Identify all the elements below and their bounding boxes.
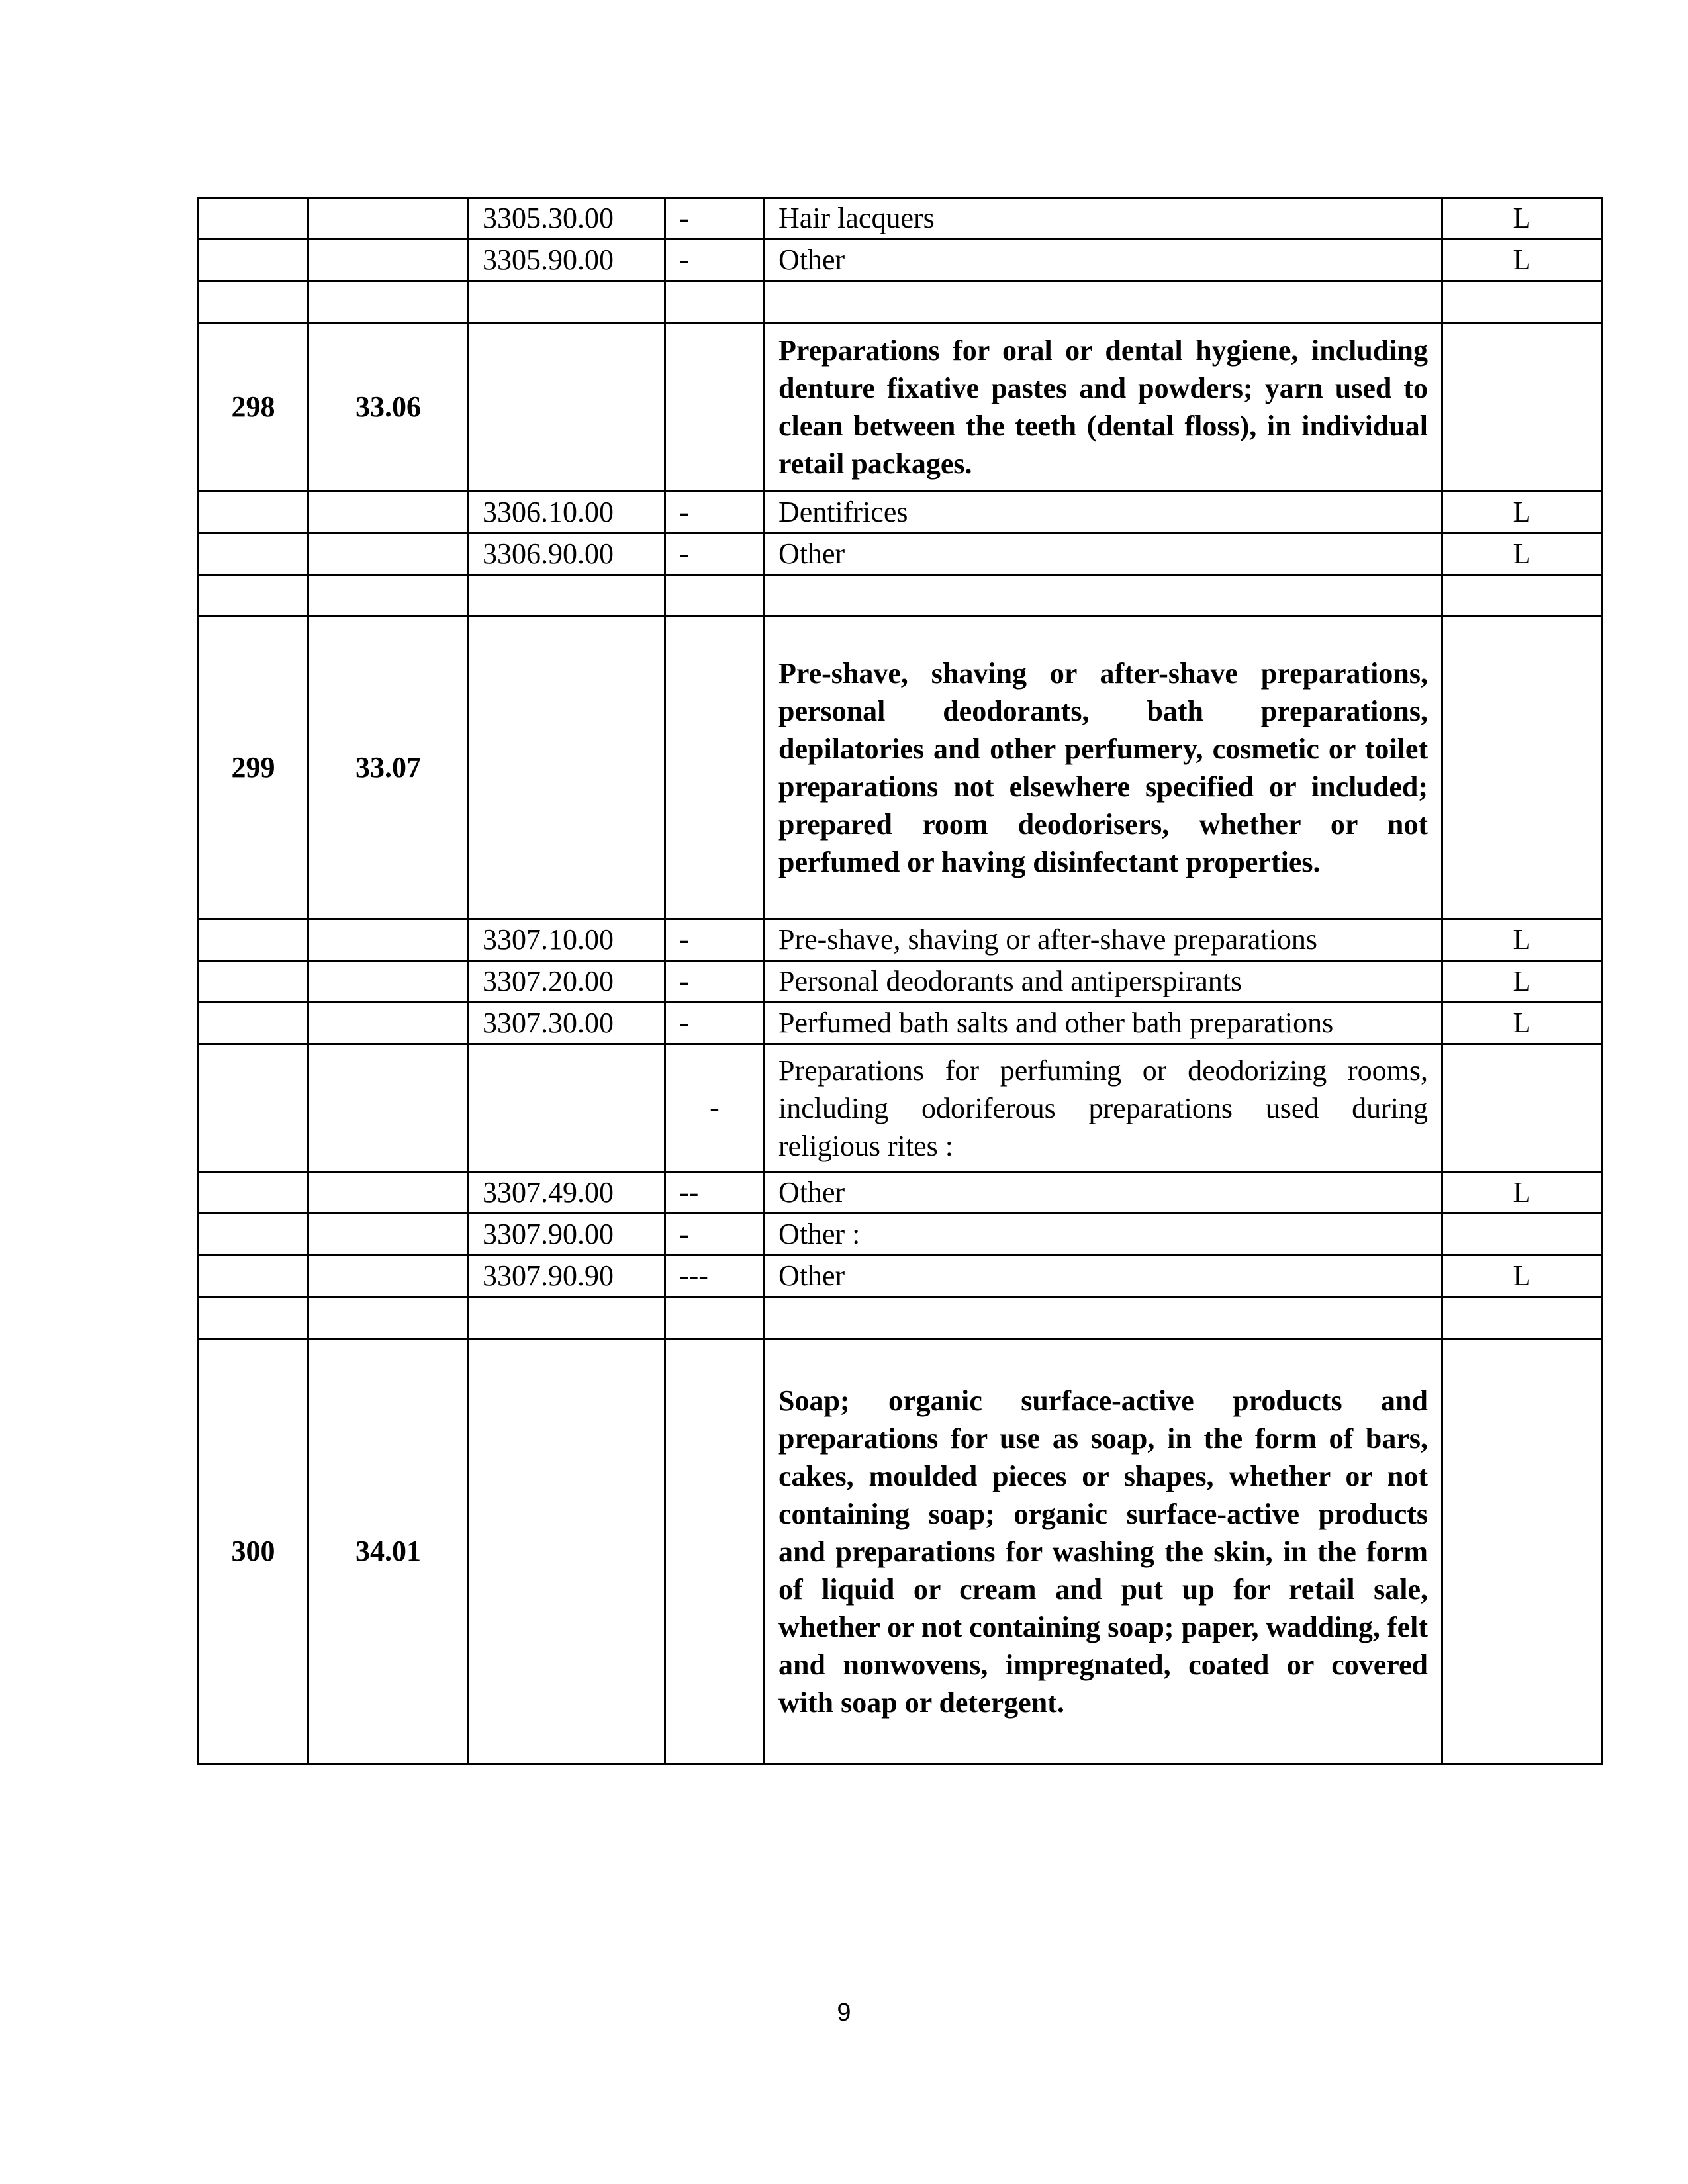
heading-cell: [308, 575, 469, 617]
serial-number-cell: [199, 919, 308, 961]
dash-cell: [665, 281, 765, 323]
heading-description-cell: Soap; organic surface-active products and preparations for use as soap, in the form of bars, cakes, moulded pieces or shapes, whether or not containing soap; organic surface-active products and preparations for washing the skin, in the form of liquid or cream and put up for retail sale, whether or not containing soap; paper, wadding, felt and nonwovens, impregnated, coated or covered with soap or detergent.: [765, 1339, 1442, 1764]
condition-cell: [1442, 1214, 1602, 1255]
serial-number-cell: [199, 1297, 308, 1339]
spacer-row: [199, 575, 1602, 617]
hs-code-cell: [469, 1297, 665, 1339]
table-row: [199, 1003, 1602, 1044]
hs-code-cell: 3307.90.00: [469, 1214, 665, 1255]
spacer-row: [199, 1297, 1602, 1339]
heading-cell: [308, 1214, 469, 1255]
table-row: [199, 1255, 1602, 1297]
spacer-row: [199, 281, 1602, 323]
heading-cell: [308, 1297, 469, 1339]
dash-cell: [665, 1339, 765, 1764]
page-number: 9: [837, 1999, 851, 2026]
hs-code-cell: [469, 1339, 665, 1764]
heading-cell: [308, 240, 469, 281]
serial-number-cell: 300: [199, 1339, 308, 1764]
description-cell: [765, 281, 1442, 323]
description-cell: Hair lacquers: [765, 198, 1442, 240]
description-cell: Pre-shave, shaving or after-shave preparations: [765, 919, 1442, 961]
hs-code-cell: [469, 281, 665, 323]
heading-row-299: [199, 617, 1602, 919]
heading-cell: [308, 1255, 469, 1297]
table-row: [199, 919, 1602, 961]
heading-description-cell: Pre-shave, shaving or after-shave preparations, personal deodorants, bath preparations, depilatories and other perfumery, cosmetic or toilet preparations not elsewhere specified or included; prepared room deodorisers, whether or not perfumed or having disinfectant properties.: [765, 617, 1442, 919]
dash-cell: -: [665, 919, 765, 961]
condition-cell: L: [1442, 919, 1602, 961]
description-cell: Other: [765, 1255, 1442, 1297]
table-row: [199, 961, 1602, 1003]
heading-cell: [308, 281, 469, 323]
description-cell: Other: [765, 533, 1442, 575]
serial-number-cell: [199, 961, 308, 1003]
heading-cell: [308, 1003, 469, 1044]
dash-cell: -: [665, 492, 765, 533]
serial-number-cell: [199, 1172, 308, 1214]
hs-code-cell: 3306.90.00: [469, 533, 665, 575]
heading-cell: 33.07: [308, 617, 469, 919]
description-cell: [765, 1297, 1442, 1339]
dash-cell: -: [665, 240, 765, 281]
description-cell: [765, 575, 1442, 617]
hs-code-cell: [469, 1044, 665, 1172]
serial-number-cell: [199, 240, 308, 281]
hs-code-cell: [469, 617, 665, 919]
dash-cell: -: [665, 198, 765, 240]
hs-code-cell: 3307.49.00: [469, 1172, 665, 1214]
serial-number-cell: [199, 281, 308, 323]
table-row: [199, 1214, 1602, 1255]
serial-number-cell: [199, 533, 308, 575]
hs-code-cell: [469, 575, 665, 617]
serial-number-cell: [199, 575, 308, 617]
condition-cell: [1442, 575, 1602, 617]
heading-row-300: [199, 1339, 1602, 1764]
tariff-table: [197, 197, 1603, 1765]
serial-number-cell: [199, 1214, 308, 1255]
hs-code-cell: 3305.30.00: [469, 198, 665, 240]
description-cell: Other: [765, 1172, 1442, 1214]
condition-cell: L: [1442, 492, 1602, 533]
description-cell: Other: [765, 240, 1442, 281]
hs-code-cell: 3305.90.00: [469, 240, 665, 281]
table-row: [199, 533, 1602, 575]
heading-description-cell: Preparations for oral or dental hygiene, including denture fixative pastes and powders; yarn used to clean between the teeth (dental floss), in individual retail packages.: [765, 323, 1442, 492]
condition-cell: [1442, 617, 1602, 919]
dash-cell: -: [665, 1214, 765, 1255]
table-row: [199, 240, 1602, 281]
condition-cell: [1442, 1339, 1602, 1764]
serial-number-cell: [199, 1044, 308, 1172]
condition-cell: [1442, 1044, 1602, 1172]
dash-cell: [665, 617, 765, 919]
hs-code-cell: 3306.10.00: [469, 492, 665, 533]
condition-cell: L: [1442, 240, 1602, 281]
serial-number-cell: 298: [199, 323, 308, 492]
heading-cell: [308, 198, 469, 240]
description-cell: Dentifrices: [765, 492, 1442, 533]
hs-code-cell: [469, 323, 665, 492]
heading-cell: [308, 1172, 469, 1214]
serial-number-cell: [199, 492, 308, 533]
condition-cell: L: [1442, 1255, 1602, 1297]
description-cell: Preparations for perfuming or deodorizing rooms, including odoriferous preparations used during religious rites :: [765, 1044, 1442, 1172]
condition-cell: L: [1442, 533, 1602, 575]
subheading-row: [199, 1044, 1602, 1172]
hs-code-cell: 3307.10.00: [469, 919, 665, 961]
dash-cell: [665, 575, 765, 617]
heading-cell: 33.06: [308, 323, 469, 492]
dash-cell: --: [665, 1172, 765, 1214]
table-row: [199, 1172, 1602, 1214]
serial-number-cell: [199, 198, 308, 240]
hs-code-cell: 3307.30.00: [469, 1003, 665, 1044]
dash-cell: -: [665, 533, 765, 575]
heading-row-298: [199, 323, 1602, 492]
description-cell: Personal deodorants and antiperspirants: [765, 961, 1442, 1003]
serial-number-cell: [199, 1255, 308, 1297]
condition-cell: [1442, 323, 1602, 492]
serial-number-cell: [199, 1003, 308, 1044]
dash-cell: [665, 323, 765, 492]
dash-cell: [665, 1297, 765, 1339]
heading-cell: [308, 1044, 469, 1172]
dash-cell: ---: [665, 1255, 765, 1297]
heading-cell: [308, 919, 469, 961]
table-row: [199, 492, 1602, 533]
dash-cell: -: [665, 1003, 765, 1044]
table-row: [199, 198, 1602, 240]
heading-cell: [308, 961, 469, 1003]
condition-cell: [1442, 281, 1602, 323]
heading-cell: 34.01: [308, 1339, 469, 1764]
condition-cell: L: [1442, 198, 1602, 240]
condition-cell: L: [1442, 1172, 1602, 1214]
condition-cell: L: [1442, 961, 1602, 1003]
dash-cell: -: [665, 961, 765, 1003]
hs-code-cell: 3307.90.90: [469, 1255, 665, 1297]
heading-cell: [308, 533, 469, 575]
hs-code-cell: 3307.20.00: [469, 961, 665, 1003]
description-cell: Perfumed bath salts and other bath preparations: [765, 1003, 1442, 1044]
description-cell: Other :: [765, 1214, 1442, 1255]
heading-cell: [308, 492, 469, 533]
condition-cell: [1442, 1297, 1602, 1339]
dash-cell: -: [665, 1044, 765, 1172]
serial-number-cell: 299: [199, 617, 308, 919]
condition-cell: L: [1442, 1003, 1602, 1044]
